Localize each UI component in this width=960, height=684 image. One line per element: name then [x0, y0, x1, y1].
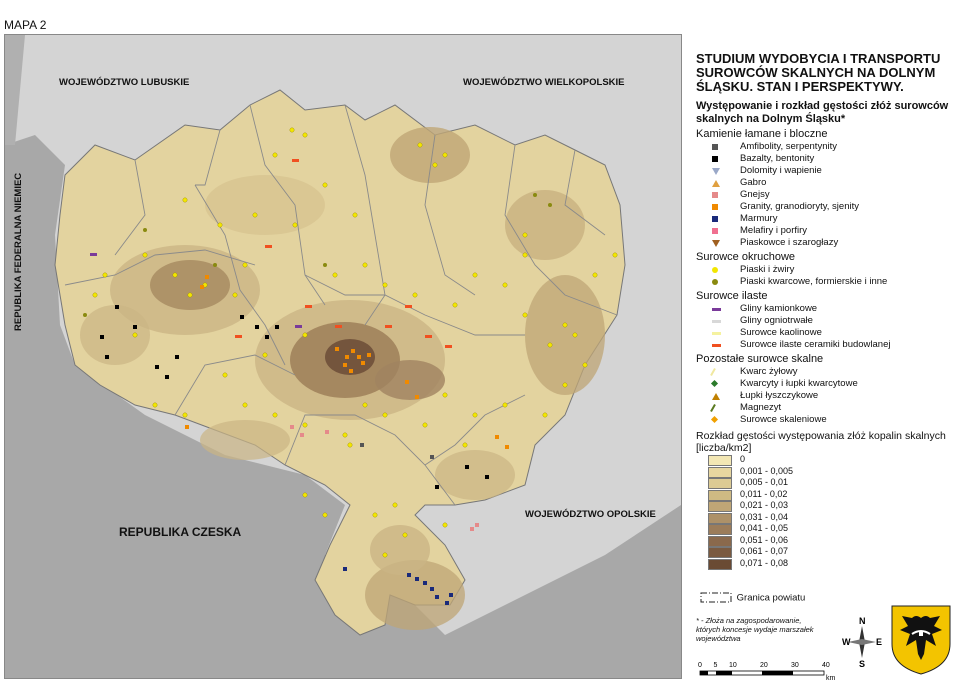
lower-silesia-crest [890, 604, 952, 676]
legend-item-label: Amfibolity, serpentynity [740, 141, 837, 152]
legend-item [696, 414, 956, 426]
density-swatch [708, 490, 732, 501]
density-label: 0,041 - 0,05 [740, 523, 789, 533]
legend-item [696, 402, 956, 414]
legend-item-label: Magnezyt [740, 402, 782, 413]
powiat-symbol [700, 592, 734, 604]
legend-item-label: Granity, granodioryty, sjenity [740, 201, 859, 212]
scale-svg [698, 658, 838, 682]
legend-item [696, 177, 956, 189]
legend-symbol-icon [712, 216, 718, 222]
legend-item [696, 153, 956, 165]
legend-symbol-icon [710, 404, 716, 412]
compass-e: E [876, 637, 882, 647]
legend-item-label: Gliny ogniotrwałe [740, 315, 813, 326]
legend-item [696, 276, 956, 288]
compass-rose [842, 616, 882, 668]
compass-icon [842, 616, 882, 668]
legend-subtitle: Występowanie i rozkład gęstości złóż surowców skalnych na Dolnym Śląsku* [696, 100, 949, 125]
legend [696, 52, 956, 569]
crest-icon [890, 604, 952, 676]
footnote: * - Złoża na zagospodarowanie, których koncesje wydaje marszałek województwa [696, 616, 814, 643]
legend-symbol-icon [712, 240, 720, 247]
density-label: 0,031 - 0,04 [740, 511, 789, 522]
map-svg [5, 35, 681, 678]
legend-group-title: Surowce okruchowe [696, 251, 796, 263]
density-swatch [708, 455, 732, 466]
legend-item [696, 225, 956, 237]
legend-item-label: Surowce skaleniowe [740, 414, 827, 425]
density-class [696, 523, 956, 535]
legend-item-label: Bazalty, bentonity [740, 153, 815, 164]
compass-n: N [859, 616, 866, 626]
scale-tick-label: 10 [729, 662, 737, 669]
legend-item-label: Dolomity i wapienie [740, 165, 822, 176]
legend-item [696, 213, 956, 225]
compass-w: W [842, 637, 851, 647]
legend-symbol-icon [712, 267, 718, 273]
density-class [696, 477, 956, 489]
density-label: 0 [740, 454, 746, 464]
density-label: 0,011 - 0,02 [740, 488, 788, 499]
density-class [696, 558, 956, 570]
legend-symbol-icon [712, 192, 718, 198]
density-label: 0,021 - 0,03 [740, 500, 789, 510]
powiat-label: Granica powiatu [736, 592, 806, 604]
density-swatch [708, 513, 732, 524]
legend-symbol-icon [712, 204, 718, 210]
legend-item [696, 237, 956, 249]
legend-groups [696, 128, 956, 426]
legend-symbol-icon [712, 144, 718, 150]
density-swatch [708, 536, 732, 547]
legend-symbol-icon [710, 368, 716, 376]
legend-symbol-icon [712, 228, 718, 234]
density-label: 0,005 - 0,01 [740, 477, 789, 487]
density-class [696, 512, 956, 524]
label-czechy: REPUBLIKA CZESKA [119, 525, 242, 539]
density-title: Rozkład gęstości występowania złóż kopalin skalnych [liczba/km2] [696, 430, 946, 454]
legend-item-label: Gnejsy [740, 189, 770, 200]
legend-symbol-icon [712, 279, 718, 285]
legend-symbol-icon [712, 320, 721, 323]
legend-item-label: Kwarc żyłowy [740, 366, 798, 377]
density-swatch [708, 559, 732, 570]
scale-tick-label: 30 [791, 662, 799, 669]
scale-tick-label: 20 [760, 662, 768, 669]
legend-item-label: Piaskowce i szarogłazy [740, 237, 839, 248]
legend-symbol-icon [712, 393, 720, 400]
density-class [696, 546, 956, 558]
density-class [696, 489, 956, 501]
legend-group-title: Pozostałe surowce skalne [696, 353, 824, 365]
page-label: MAPA 2 [4, 18, 47, 32]
label-lubuskie: WOJEWÓDZTWO LUBUSKIE [59, 77, 190, 88]
density-class [696, 454, 956, 466]
compass-s: S [859, 659, 866, 668]
legend-item [696, 141, 956, 153]
density-class [696, 535, 956, 547]
legend-item [696, 339, 956, 351]
density-label: 0,071 - 0,08 [740, 557, 789, 568]
legend-symbol-icon [712, 156, 718, 162]
legend-item [696, 390, 956, 402]
legend-item [696, 189, 956, 201]
density-swatch [708, 478, 732, 489]
legend-symbol-icon [712, 308, 721, 311]
legend-item [696, 201, 956, 213]
map-frame [4, 34, 682, 679]
legend-symbol-icon [711, 380, 718, 387]
density-label: 0,061 - 0,07 [740, 546, 789, 556]
scale-bar [698, 658, 838, 682]
legend-symbol-icon [712, 344, 721, 347]
legend-item-label: Gliny kamionkowe [740, 303, 818, 314]
legend-group-title: Surowce ilaste [696, 290, 768, 302]
legend-item [696, 264, 956, 276]
density-swatch [708, 524, 732, 535]
legend-symbol-icon [711, 416, 718, 423]
density-swatch [708, 501, 732, 512]
legend-symbol-icon [712, 168, 720, 175]
legend-item-label: Łupki łyszczykowe [740, 390, 819, 401]
legend-item-label: Surowce kaolinowe [740, 327, 822, 338]
legend-item-label: Surowce ilaste ceramiki budowlanej [740, 339, 891, 350]
legend-item-label: Marmury [740, 213, 778, 224]
legend-item [696, 303, 956, 315]
label-opolskie: WOJEWÓDZTWO OPOLSKIE [525, 509, 656, 520]
legend-item-label: Piaski i żwiry [740, 264, 795, 275]
legend-item [696, 366, 956, 378]
legend-item-label: Melafiry i porfiry [740, 225, 808, 236]
density-swatch [708, 467, 732, 478]
scale-tick-label: 0 [698, 662, 702, 669]
legend-item [696, 378, 956, 390]
label-wielkopolskie: WOJEWÓDZTWO WIELKOPOLSKIE [463, 77, 625, 88]
scale-tick-label: 40 [822, 662, 830, 669]
scale-unit: km [826, 675, 836, 682]
legend-group-title: Kamienie łamane i bloczne [696, 128, 828, 140]
legend-item-label: Gabro [740, 177, 767, 188]
density-swatch [708, 547, 732, 558]
density-class [696, 500, 956, 512]
powiat-legend [700, 592, 805, 604]
legend-item-label: Kwarcyty i łupki kwarcytowe [740, 378, 858, 389]
legend-item-label: Piaski kwarcowe, formierskie i inne [740, 276, 888, 287]
density-label: 0,051 - 0,06 [740, 534, 789, 545]
legend-symbol-icon [712, 332, 721, 335]
density-list [696, 454, 956, 569]
density-label: 0,001 - 0,005 [740, 465, 794, 476]
legend-item [696, 165, 956, 177]
label-niemcy: REPUBLIKA FEDERALNA NIEMIEC [13, 172, 24, 331]
legend-item [696, 327, 956, 339]
density-class [696, 466, 956, 478]
scale-tick-label: 5 [713, 662, 718, 669]
legend-title: STUDIUM WYDOBYCIA I TRANSPORTU SUROWCÓW SKALNYCH NA DOLNYM ŚLĄSKU. STAN I PERSPEKTYWY. [696, 51, 941, 94]
legend-symbol-icon [712, 180, 720, 187]
legend-item [696, 315, 956, 327]
